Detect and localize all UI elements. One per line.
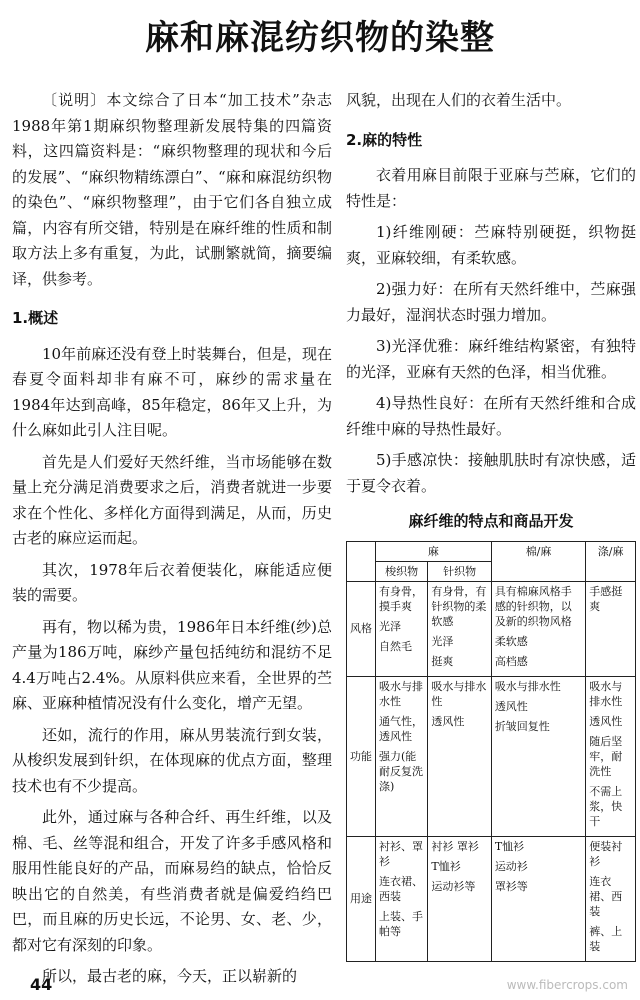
cell-text: 运动衫 bbox=[494, 859, 528, 873]
cell-text: 手感挺爽 bbox=[589, 584, 623, 613]
cell-text: 光泽 bbox=[431, 634, 454, 648]
property-item: 3)光泽优雅：麻纤维结构紧密，有独特的光泽，亚麻有天然的色泽，相当优雅。 bbox=[346, 337, 636, 381]
cell-text: 光泽 bbox=[379, 619, 401, 633]
table-header-polyester-ramie: 涤/麻 bbox=[586, 541, 636, 581]
table-cell bbox=[586, 676, 636, 836]
table-header-woven: 梭织物 bbox=[376, 561, 428, 581]
cell-text: 吸水与排水性 bbox=[379, 679, 423, 708]
table-row bbox=[347, 836, 636, 961]
table-cell bbox=[491, 836, 585, 961]
table-header-cotton-ramie: 棉/麻 bbox=[491, 541, 585, 581]
table-cell bbox=[428, 581, 491, 676]
cell-text: 通气性，透风性 bbox=[379, 714, 423, 743]
paragraph-continuation: 风貌，出现在人们的衣着生活中。 bbox=[346, 91, 572, 109]
table-cell bbox=[376, 676, 428, 836]
cell-text: 具有棉麻风格手感的针织物，以及新的织物风格 bbox=[494, 584, 572, 628]
table-header-knit: 针织物 bbox=[428, 561, 491, 581]
paragraph: 首先是人们爱好天然纤维，当市场能够在数量上充分满足消费要求之后，消费者就进一步要求在个性化、多样化方面得到满足，从而，历史古老的麻应运而起。 bbox=[12, 452, 332, 547]
property-item: 5)手感凉快：接触肌肤时有凉快感，适于夏令衣着。 bbox=[346, 451, 636, 495]
table-cell bbox=[428, 676, 491, 836]
cell-text: 吸水与排水性 bbox=[589, 679, 623, 708]
table-corner bbox=[347, 541, 376, 581]
table-cell bbox=[491, 676, 585, 836]
table-cell bbox=[376, 581, 428, 676]
cell-text: 柔软感 bbox=[494, 634, 528, 648]
cell-text: 衬衫、罩衫 bbox=[379, 839, 423, 868]
fiber-features-table bbox=[346, 541, 636, 962]
cell-text: 有身骨，有针织物的柔软感 bbox=[431, 584, 487, 628]
right-column bbox=[346, 88, 636, 962]
article-title: 麻和麻混纺织物的染整 bbox=[145, 18, 495, 58]
section-heading-properties: 2.麻的特性 bbox=[346, 130, 423, 149]
editor-note: 〔说明〕本文综合了日本“加工技术”杂志1988年第1期麻织物整理新发展特集的四篇资料，这四篇资料是：“麻织物整理的现状和今后的发展”、“麻织物精练漂白”、“麻和麻混纺织物的染色”、“麻织物整理”，由于它们各自独立成篇，内容有所交错，特别是在麻纤维的性质和制取方法上多有重复，为此，试删繁就简，摘要编译，供参考。 bbox=[12, 91, 332, 288]
table-cell bbox=[428, 836, 491, 961]
table-title: 麻纤维的特点和商品开发 bbox=[408, 512, 574, 530]
table-row bbox=[347, 676, 636, 836]
cell-text: 罩衫等 bbox=[494, 879, 528, 893]
cell-text: 不需上浆，快干 bbox=[589, 784, 623, 828]
paragraph: 所以，最古老的麻，今天，正以崭新的 bbox=[42, 967, 298, 985]
cell-text: 强力(能耐反复洗涤) bbox=[379, 749, 423, 793]
cell-text: 挺爽 bbox=[431, 654, 454, 668]
cell-text: 高档感 bbox=[494, 654, 528, 668]
cell-text: 折皱回复性 bbox=[494, 719, 550, 733]
left-column bbox=[12, 88, 332, 990]
cell-text: 透风性 bbox=[431, 714, 465, 728]
cell-text: 连衣裙、西装 bbox=[589, 874, 623, 918]
cell-text: 有身骨，摸手爽 bbox=[379, 584, 423, 613]
site-watermark: www.fibercrops.com bbox=[506, 978, 628, 992]
property-item: 2)强力好：在所有天然纤维中，苎麻强力最好，湿润状态时强力增加。 bbox=[346, 280, 636, 324]
paragraph: 10年前麻还没有登上时装舞台，但是，现在春夏令面料却非有麻不可，麻纱的需求量在1984年达到高峰，85年稳定，86年又上升，为什么麻如此引人注目呢。 bbox=[12, 344, 332, 439]
cell-text: 吸水与排水性 bbox=[431, 679, 487, 708]
cell-text: 衬衫 罩衫 bbox=[431, 839, 479, 853]
table-cell bbox=[491, 581, 585, 676]
paragraph: 衣着用麻目前限于亚麻与苎麻，它们的特性是： bbox=[346, 166, 636, 210]
cell-text: 运动衫等 bbox=[431, 879, 476, 893]
table-cell bbox=[586, 836, 636, 961]
row-label: 风格 bbox=[347, 581, 376, 676]
cell-text: 吸水与排水性 bbox=[494, 679, 561, 693]
cell-text: 便装衬衫 bbox=[589, 839, 623, 868]
cell-text: T恤衫 bbox=[431, 859, 461, 873]
cell-text: T恤衫 bbox=[494, 839, 525, 853]
cell-text: 自然毛 bbox=[379, 639, 412, 653]
row-label: 用途 bbox=[347, 836, 376, 961]
cell-text: 随后坚牢，耐洗性 bbox=[589, 734, 623, 778]
cell-text: 上装、手帕等 bbox=[379, 909, 423, 938]
cell-text: 透风性 bbox=[494, 699, 528, 713]
table-cell bbox=[376, 836, 428, 961]
cell-text: 裤、上装 bbox=[589, 924, 623, 953]
cell-text: 透风性 bbox=[589, 714, 623, 728]
table-cell bbox=[586, 581, 636, 676]
page-number: 44 bbox=[30, 975, 53, 994]
paragraph: 其次，1978年后衣着便装化，麻能适应便装的需要。 bbox=[12, 560, 332, 604]
section-heading-overview: 1.概述 bbox=[12, 309, 59, 327]
paragraph: 还如，流行的作用，麻从男装流行到女装，从梭织发展到针织，在体现麻的优点方面，整理技术也有不少提高。 bbox=[12, 725, 332, 795]
property-item: 4)导热性良好：在所有天然纤维和合成纤维中麻的导热性最好。 bbox=[346, 394, 636, 438]
paragraph: 再有，物以稀为贵，1986年日本纤维(纱)总产量为186万吨，麻纱产量包括纯纺和混纺不足4.4万吨占2.4%。从原料供应来看，全世界的苎麻、亚麻种植情况没有什么变化，增产无望。 bbox=[12, 617, 332, 712]
table-row bbox=[347, 581, 636, 676]
cell-text: 连衣裙、西装 bbox=[379, 874, 423, 903]
table-header-ma: 麻 bbox=[376, 541, 492, 561]
paragraph: 此外，通过麻与各种合纤、再生纤维，以及棉、毛、丝等混和组合，开发了许多手感风格和服用性能良好的产品，而麻易绉的缺点，恰恰反映出它的自然美，有些消费者就是偏爱绉绉巴巴，而且麻的历史长远，不论男、女、老、少，都对它有深刻的印象。 bbox=[12, 808, 332, 954]
row-label: 功能 bbox=[347, 676, 376, 836]
property-item: 1)纤维刚硬：苎麻特别硬挺，织物挺爽，亚麻较细，有柔软感。 bbox=[346, 223, 636, 267]
